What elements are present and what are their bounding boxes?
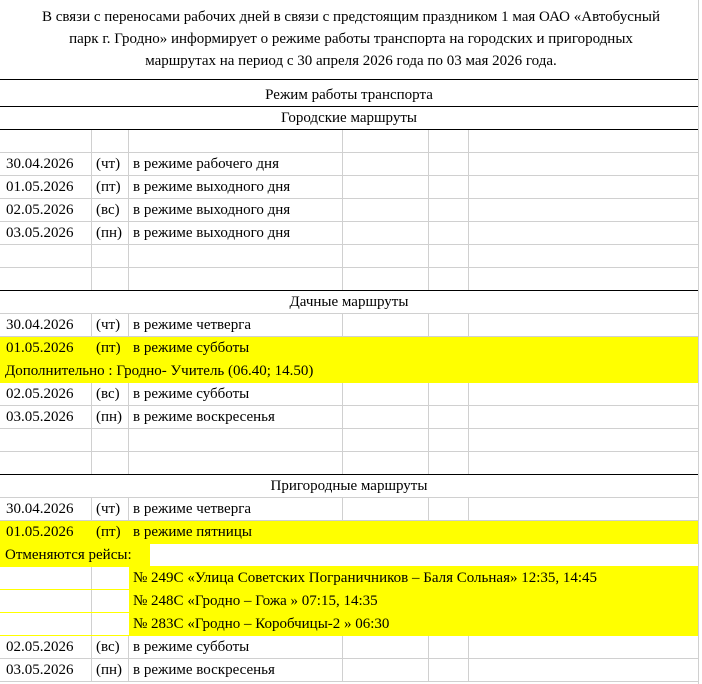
date-cell: 01.05.2026 [6,340,74,356]
date-cell: 01.05.2026 [6,524,74,540]
extra-trips-note: Дополнительно : Гродно- Учитель (06.40; 14.50) [5,363,314,379]
table-row [0,406,702,429]
weekday-cell: (пн) [96,225,123,241]
announcement-text [0,0,702,80]
cancelled-trip: № 249С «Улица Советских Пограничников – Баля Сольная» 12:35, 14:45 [133,570,598,586]
date-cell: 30.04.2026 [6,317,74,333]
table-row [0,429,702,452]
table-row [0,659,702,682]
city-routes-header: Городские маршруты [281,110,417,126]
weekday-cell: (пт) [96,179,121,195]
table-row [0,199,702,222]
table-row [0,130,702,153]
table-row-highlighted [0,521,702,544]
mode-cell: в режиме выходного дня [133,225,291,241]
weekday-cell: (пн) [96,662,123,678]
date-cell: 02.05.2026 [6,386,74,402]
weekday-cell: (пн) [96,409,123,425]
table-row [0,176,702,199]
table-row-highlighted [0,567,702,590]
date-cell: 01.05.2026 [6,179,74,195]
mode-cell: в режиме рабочего дня [133,156,279,172]
weekday-cell: (пт) [96,524,121,540]
table-title: Режим работы транспорта [265,87,433,103]
announcement-line-3: маршрутах на период с 30 апреля 2026 года по 03 мая 2026 года. [145,53,557,69]
weekday-cell: (чт) [96,156,121,172]
suburban-header-row [0,475,702,498]
mode-cell: в режиме воскресенья [133,662,275,678]
date-cell: 03.05.2026 [6,409,74,425]
table-row [0,452,702,475]
mode-cell: в режиме выходного дня [133,179,291,195]
table-row [0,268,702,291]
table-row [0,222,702,245]
weekday-cell: (чт) [96,317,121,333]
weekday-cell: (вс) [96,639,120,655]
table-title-row [0,84,702,107]
announcement-line-1: В связи с переносами рабочих дней в связи с предстоящим праздником 1 мая ОАО «Автобусный [41,9,661,25]
table-row [0,498,702,521]
table-row-highlighted [0,337,702,360]
weekday-cell: (пт) [96,340,121,356]
city-header-row [0,107,702,130]
mode-cell: в режиме субботы [133,340,250,356]
date-cell: 03.05.2026 [6,225,74,241]
weekday-cell: (вс) [96,386,120,402]
cancelled-trips-label: Отменяются рейсы: [5,547,132,563]
table-row [0,245,702,268]
weekday-cell: (вс) [96,202,120,218]
table-row-highlighted [0,613,702,636]
mode-cell: в режиме выходного дня [133,202,291,218]
date-cell: 02.05.2026 [6,639,74,655]
mode-cell: в режиме четверга [133,317,252,333]
table-row [0,153,702,176]
suburban-routes-header: Пригородные маршруты [270,478,428,494]
mode-cell: в режиме пятницы [133,524,252,540]
date-cell: 02.05.2026 [6,202,74,218]
cancelled-trip: № 248С «Гродно – Гожа » 07:15, 14:35 [133,593,378,609]
announcement-line-2: парк г. Гродно» информирует о режиме работы транспорта на городских и пригородных [69,31,633,47]
mode-cell: в режиме субботы [133,639,250,655]
table-row-highlighted [0,590,702,613]
date-cell: 03.05.2026 [6,662,74,678]
table-row-highlighted [0,360,702,383]
sheet-right-edge [698,0,702,684]
table-row [0,314,702,337]
date-cell: 30.04.2026 [6,156,74,172]
schedule-table [0,84,702,682]
mode-cell: в режиме субботы [133,386,250,402]
weekday-cell: (чт) [96,501,121,517]
table-row-highlighted [0,544,702,567]
cancelled-trip: № 283С «Гродно – Коробчицы-2 » 06:30 [133,616,390,632]
dacha-header-row [0,291,702,314]
date-cell: 30.04.2026 [6,501,74,517]
dacha-routes-header: Дачные маршруты [289,294,409,310]
table-row [0,636,702,659]
mode-cell: в режиме четверга [133,501,252,517]
table-row [0,383,702,406]
mode-cell: в режиме воскресенья [133,409,275,425]
